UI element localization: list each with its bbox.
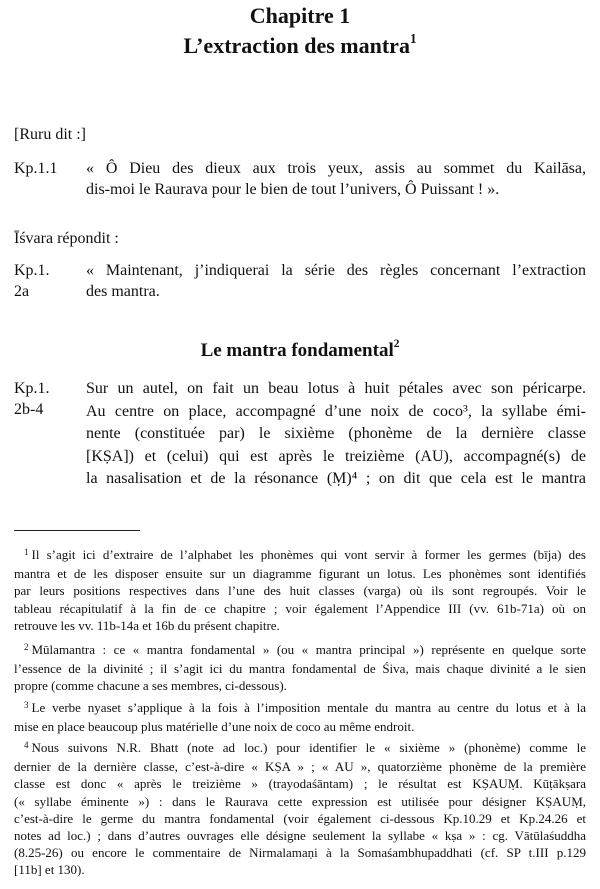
footnote-line: retrouve les vv. 11b-14a et 16b du présent chapitre.: [14, 617, 280, 633]
chapter-number: Chapitre 1: [249, 3, 351, 28]
verse-label-line: Kp.1.: [14, 380, 50, 397]
verse-line: « Ô Dieu des dieux aux trois yeux, assis au sommet du Kailāsa,: [86, 160, 586, 177]
verse-kp-1-1: [86, 158, 586, 200]
section-title: [0, 337, 600, 362]
footnote-line: notes ad loc.) ; dans d’autres ouvrages elle désigne seulement la syllabe « kṣa » : cg. Vātūlaśuddha: [14, 828, 586, 844]
verse-label-line: 2a: [14, 283, 30, 300]
footnote-line: (8.25-26) ou encore le commentaire de Nirmalamaṇi à la Somaśambhupaddhati (cf. SP t.III p.129: [14, 845, 586, 861]
footnote-line: mise en place beaucoup plus matérielle d’une noix de coco au même endroit.: [14, 719, 415, 735]
section-title-text: Le mantra fondamental: [200, 340, 394, 361]
verse-label-kp-1-2a: [14, 260, 74, 302]
verse-line: la nasalisation et de la résonance (Ṃ)⁴ ; on dit que cela est le mantra: [86, 470, 586, 487]
footnote-line: c’est-à-dire le germe du mantra fondamental (voir également ci-dessous Kp.10.29 et Kp.24.26 et: [14, 810, 586, 826]
chapter-title-text: L’extraction des mantra: [183, 33, 410, 58]
verse-line: dis-moi le Raurava pour le bien de tout l’univers, Ô Puissant ! ».: [86, 181, 500, 198]
speaker-ruru: [Ruru dit :]: [14, 126, 86, 143]
verse-label-line: Kp.1.: [14, 262, 50, 279]
verse-line: Au centre on place, accompagné d’une noix de coco³, la syllabe émi-: [86, 402, 586, 420]
footnote-line: $^4$ Nous suivons N.R. Bhatt (note ad loc.) pour identifier le « sixième » (phonème) comme le: [24, 740, 586, 755]
footnote-line: $^1$ Il s’agit ici d’extraire de l’alphabet les phonèmes qui vont servir à former les germes (bīja) des: [24, 547, 586, 562]
footnote-number: 1: [24, 547, 29, 557]
verse-label-line: 2b-4: [14, 401, 44, 418]
footnote-2: [14, 641, 586, 695]
footnote-line: propre (comme chacune a ses membres, ci-dessous).: [14, 678, 287, 694]
verse-line: « Maintenant, j’indiquerai la série des règles concernant l’extraction: [86, 262, 586, 279]
verse-line: [KṢA]) et (celui) qui est après le treizième (AU), accompagné(s) de: [86, 447, 586, 465]
section-title-footnote-ref: 2: [393, 337, 400, 350]
verse-label-kp-1-2b-4: [14, 378, 74, 420]
footnote-line: par leurs positions respectives dans l’une des huit classes (varga) où ils sont regroupés. Voir le: [14, 583, 586, 599]
footnote-line: l’essence de la divinité ; il s’agit ici du mantra fondamental de Śiva, mais chaque divinité a le sien: [14, 661, 586, 677]
verse-line: nente (constituée par) le sixième (phonème de la dernière classe: [86, 425, 586, 442]
verse-line: Sur un autel, on fait un beau lotus à huit pétales avec son péricarpe.: [86, 380, 586, 397]
footnote-3: [14, 699, 586, 735]
verse-kp-1-2a: [86, 260, 586, 302]
verse-kp-1-2b-4: [86, 378, 586, 491]
footnote-line: (« syllabe éminente ») : dans le Raurava cette expression est utilisée pour désigner KṢAUṂ,: [14, 793, 586, 809]
footnote-1: [14, 546, 586, 634]
footnote-line: mantra et de les disposer ensuite sur un diagramme figurant un lotus. Les phonèmes sont identifiés: [14, 566, 586, 582]
footnote-number: 3: [24, 700, 29, 710]
footnote-4: [14, 739, 586, 879]
verse-line: des mantra.: [86, 283, 160, 300]
footnote-line: classe est donc « après le treizième » (trayodaśāntam) ; le résultat est KṢAUṂ. Kūṭākṣara: [14, 776, 586, 792]
footnote-number: 2: [24, 642, 29, 652]
footnote-line: tableau récapitulatif à la fin de ce chapitre ; voir également l’Appendice III (vv. 61b-71a) où on: [14, 600, 586, 616]
footnote-number: 4: [24, 740, 29, 750]
footnote-separator: [14, 530, 140, 531]
footnote-line: $^2$ Mūlamantra : ce « mantra fondamental » (ou « mantra principal ») représente en quelque sorte: [24, 642, 586, 657]
footnote-line: $^3$ Le verbe nyaset s’applique à la fois à l’imposition mentale du mantra au centre du lotus et à la: [24, 700, 586, 715]
chapter-title: [0, 32, 600, 60]
chapter-title-footnote-ref: 1: [409, 30, 417, 46]
footnote-line: dernier de la dernière classe, c’est-à-dire « KṢA » ; « AU », quatorzième phonème de la première: [14, 759, 586, 775]
footnote-line: [11b] et 130).: [14, 862, 85, 878]
verse-label-kp-1-1: Kp.1.1: [14, 160, 58, 177]
speaker-isvara: Īśvara répondit :: [14, 230, 119, 247]
